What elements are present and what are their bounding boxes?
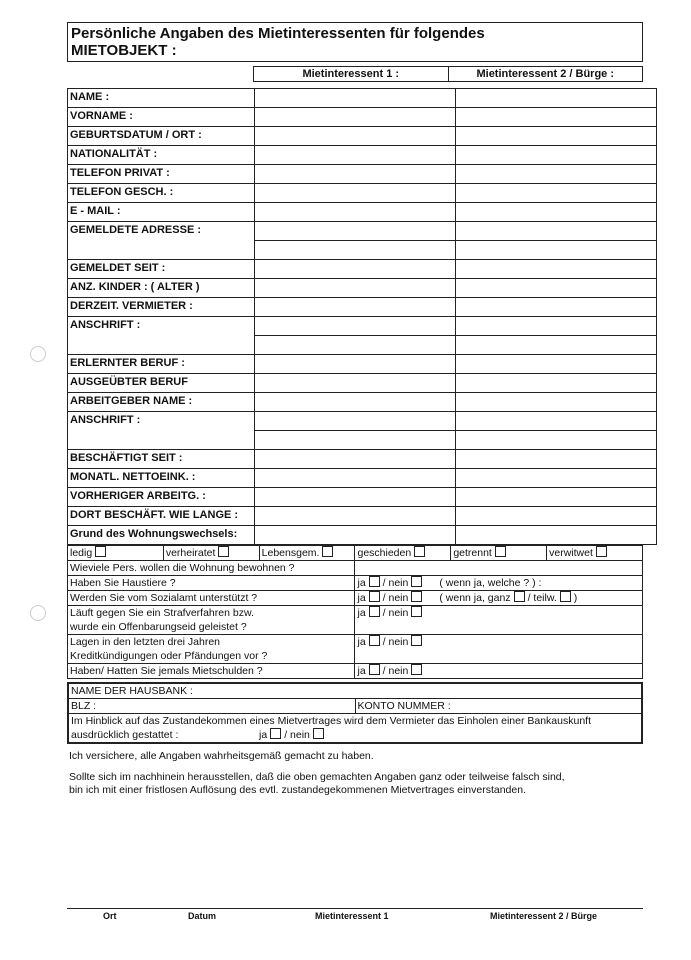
input-tenant1[interactable] [255, 127, 456, 146]
checkbox[interactable] [218, 546, 229, 557]
answer-field[interactable] [355, 561, 643, 576]
field-label: NAME : [68, 89, 255, 108]
field-label: ANSCHRIFT : [68, 317, 255, 355]
table-row [68, 279, 657, 298]
table-row [68, 355, 657, 374]
field-label: ANSCHRIFT : [68, 412, 255, 450]
personal-data-table [67, 88, 657, 545]
title-line: Persönliche Angaben des Mietinteressenten für folgendes [71, 25, 485, 42]
signature-label-tenant2: Mietinteressent 2 / Bürge [490, 911, 598, 921]
input-tenant1[interactable] [255, 146, 456, 165]
field-label: GEMELDET SEIT : [68, 260, 255, 279]
input-tenant2[interactable] [456, 279, 657, 298]
questions-table [67, 545, 643, 679]
question-social: Werden Sie vom Sozialamt unterstützt ? [68, 591, 355, 606]
input-tenant2[interactable] [456, 488, 657, 507]
field-label: VORNAME : [68, 108, 255, 127]
field-label: DERZEIT. VERMIETER : [68, 298, 255, 317]
status-option: Lebensgem. [259, 546, 355, 561]
account-number-field[interactable]: KONTO NUMMER : [355, 699, 642, 714]
checkbox[interactable] [95, 546, 106, 557]
checkbox-ja[interactable] [369, 606, 380, 617]
input-tenant2[interactable] [456, 393, 657, 412]
column-header-2: Mietinteressent 2 / Bürge : [448, 67, 643, 81]
answer-social: ja / nein ( wenn ja, ganz / teilw. ) [355, 591, 643, 606]
signature-label-ort: Ort [103, 911, 117, 921]
input-tenant2[interactable] [456, 450, 657, 469]
table-row [68, 507, 657, 526]
field-label: TELEFON PRIVAT : [68, 165, 255, 184]
input-tenant1[interactable] [255, 222, 456, 241]
input-tenant2[interactable] [456, 507, 657, 526]
table-row [68, 412, 657, 431]
input-tenant2[interactable] [456, 317, 657, 336]
input-tenant2[interactable] [456, 146, 657, 165]
checkbox-ja[interactable] [369, 635, 380, 646]
answer-debts: ja / nein [355, 664, 643, 679]
table-row [68, 165, 657, 184]
table-row [68, 260, 657, 279]
input-tenant1[interactable] [255, 450, 456, 469]
input-tenant2[interactable] [456, 108, 657, 127]
field-label: E - MAIL : [68, 203, 255, 222]
input-tenant2[interactable] [456, 336, 657, 355]
input-tenant1[interactable] [255, 336, 456, 355]
table-row [68, 89, 657, 108]
table-row [68, 469, 657, 488]
checkbox-nein[interactable] [411, 635, 422, 646]
signature-line [67, 908, 643, 909]
form-body [67, 88, 643, 797]
input-tenant2[interactable] [456, 203, 657, 222]
checkbox-teilw[interactable] [560, 591, 571, 602]
table-row [68, 393, 657, 412]
status-option: ledig [68, 546, 164, 561]
input-tenant1[interactable] [255, 507, 456, 526]
checkbox-ja[interactable] [369, 591, 380, 602]
table-row [68, 184, 657, 203]
input-tenant1[interactable] [255, 374, 456, 393]
input-tenant2[interactable] [456, 374, 657, 393]
field-label: VORHERIGER ARBEITG. : [68, 488, 255, 507]
bank-consent: Im Hinblick auf das Zustandekommen eines Mietvertrages wird dem Vermieter das Einholen einer Bankauskunft ausdrücklich gestattet : ja / nein [68, 714, 642, 744]
input-tenant1[interactable] [255, 260, 456, 279]
question-persons: Wieviele Pers. wollen die Wohnung bewohnen ? [68, 561, 355, 576]
input-tenant1[interactable] [255, 279, 456, 298]
title-line: MIETOBJEKT : [71, 42, 177, 59]
field-label: MONATL. NETTOEINK. : [68, 469, 255, 488]
field-label: ANZ. KINDER : ( ALTER ) [68, 279, 255, 298]
bank-table [67, 682, 643, 744]
input-tenant1[interactable] [255, 526, 456, 545]
status-option: geschieden [355, 546, 451, 561]
table-row [68, 526, 657, 545]
punch-hole [30, 346, 46, 362]
form-title [67, 22, 643, 62]
status-option: verheiratet [163, 546, 259, 561]
field-label: DORT BESCHÄFT. WIE LANGE : [68, 507, 255, 526]
checkbox[interactable] [596, 546, 607, 557]
field-label: BESCHÄFTIGT SEIT : [68, 450, 255, 469]
checkbox-nein[interactable] [411, 591, 422, 602]
question-pets: Haben Sie Haustiere ? [68, 576, 355, 591]
checkbox-ja[interactable] [369, 664, 380, 675]
declaration-text: Sollte sich im nachhinein herausstellen, daß die oben gemachten Angaben ganz oder teilweise falsch sind, [69, 771, 565, 783]
input-tenant2[interactable] [456, 165, 657, 184]
punch-hole [30, 605, 46, 621]
table-row [68, 127, 657, 146]
marital-status-row [68, 546, 643, 561]
field-label: ARBEITGEBER NAME : [68, 393, 255, 412]
input-tenant2[interactable] [456, 431, 657, 450]
input-tenant1[interactable] [255, 412, 456, 431]
answer-pets: ja / nein ( wenn ja, welche ? ) : [355, 576, 643, 591]
blz-field[interactable]: BLZ : [68, 699, 355, 714]
field-label: ERLERNTER BERUF : [68, 355, 255, 374]
input-tenant1[interactable] [255, 488, 456, 507]
input-tenant2[interactable] [456, 184, 657, 203]
checkbox-nein[interactable] [411, 664, 422, 675]
field-label: GEMELDETE ADRESSE : [68, 222, 255, 260]
table-row [68, 450, 657, 469]
input-tenant2[interactable] [456, 222, 657, 241]
table-row [68, 298, 657, 317]
status-option: getrennt [451, 546, 547, 561]
declaration-text: Ich versichere, alle Angaben wahrheitsgemäß gemacht zu haben. [69, 750, 374, 762]
signature-label-tenant1: Mietinteressent 1 [315, 911, 389, 921]
answer-criminal: ja / nein [355, 606, 643, 635]
checkbox-ja[interactable] [369, 576, 380, 587]
field-label: Grund des Wohnungswechsels: [68, 526, 255, 545]
declaration-text: bin ich mit einer fristlosen Auflösung des evtl. zustandegekommenen Mietvertrages einverstanden. [69, 784, 526, 796]
field-label: NATIONALITÄT : [68, 146, 255, 165]
input-tenant1[interactable] [255, 165, 456, 184]
input-tenant1[interactable] [255, 203, 456, 222]
table-row [68, 374, 657, 393]
input-tenant1[interactable] [255, 393, 456, 412]
pets-note: ( wenn ja, welche ? ) : [439, 577, 542, 589]
checkbox-nein[interactable] [411, 576, 422, 587]
input-tenant1[interactable] [255, 108, 456, 127]
table-row [68, 222, 657, 241]
input-tenant2[interactable] [456, 89, 657, 108]
table-row [68, 203, 657, 222]
bank-name-field[interactable]: NAME DER HAUSBANK : [68, 683, 642, 699]
column-header-1: Mietinteressent 1 : [302, 68, 400, 80]
checkbox-nein[interactable] [313, 728, 324, 739]
input-tenant1[interactable] [255, 89, 456, 108]
table-row [68, 146, 657, 165]
input-tenant2[interactable] [456, 241, 657, 260]
field-label: GEBURTSDATUM / ORT : [68, 127, 255, 146]
input-tenant2[interactable] [456, 469, 657, 488]
answer-credit: ja / nein [355, 635, 643, 664]
question-criminal: Läuft gegen Sie ein Strafverfahren bzw. wurde ein Offenbarungseid geleistet ? [68, 606, 355, 635]
input-tenant2[interactable] [456, 412, 657, 431]
question-debts: Haben/ Hatten Sie jemals Mietschulden ? [68, 664, 355, 679]
field-label: AUSGEÜBTER BERUF [68, 374, 255, 393]
input-tenant1[interactable] [255, 241, 456, 260]
input-tenant1[interactable] [255, 317, 456, 336]
column-headers [253, 66, 643, 82]
input-tenant1[interactable] [255, 469, 456, 488]
checkbox[interactable] [495, 546, 506, 557]
checkbox[interactable] [322, 546, 333, 557]
status-option: verwitwet [547, 546, 643, 561]
table-row [68, 108, 657, 127]
question-credit: Lagen in den letzten drei Jahren Kreditkündigungen oder Pfändungen vor ? [68, 635, 355, 664]
table-row [68, 488, 657, 507]
signature-label-date: Datum [188, 911, 217, 921]
table-row [68, 317, 657, 336]
checkbox-ganz[interactable] [514, 591, 525, 602]
input-tenant1[interactable] [255, 298, 456, 317]
field-label: TELEFON GESCH. : [68, 184, 255, 203]
input-tenant2[interactable] [456, 260, 657, 279]
checkbox-ja[interactable] [270, 728, 281, 739]
checkbox-nein[interactable] [411, 606, 422, 617]
input-tenant2[interactable] [456, 298, 657, 317]
input-tenant1[interactable] [255, 355, 456, 374]
checkbox[interactable] [414, 546, 425, 557]
input-tenant1[interactable] [255, 184, 456, 203]
input-tenant2[interactable] [456, 127, 657, 146]
input-tenant2[interactable] [456, 355, 657, 374]
input-tenant1[interactable] [255, 431, 456, 450]
input-tenant2[interactable] [456, 526, 657, 545]
